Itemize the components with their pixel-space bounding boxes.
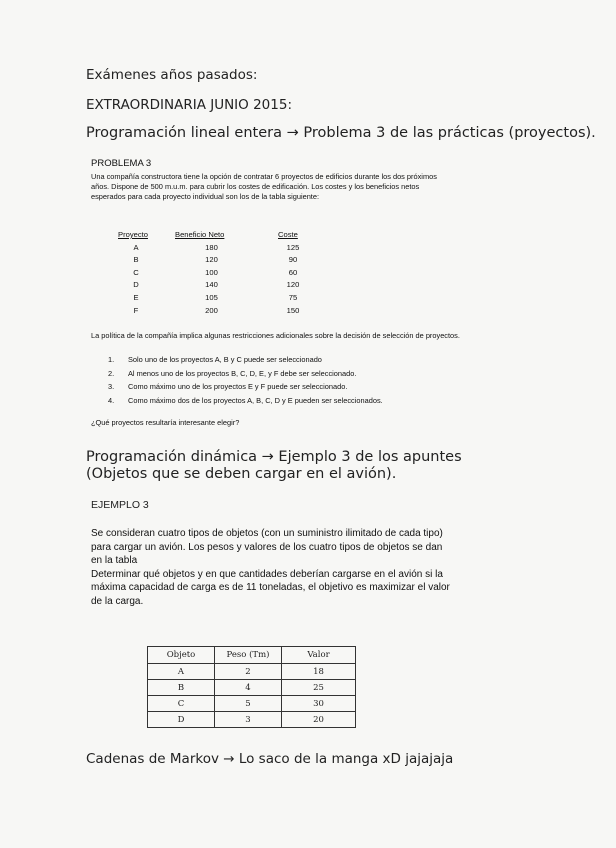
example3-paragraph-2: Determinar qué objetos y en que cantidades deberían cargarse en el avión si la máxima capacidad de carga es de 11 toneladas, el objetivo es maximizar el valor de la carga. bbox=[91, 568, 450, 607]
object-value: 25 bbox=[282, 680, 356, 696]
example3-title: EJEMPLO 3 bbox=[91, 499, 149, 511]
projects-header-cost: Coste bbox=[278, 230, 298, 239]
projects-cell-benefit: 100 bbox=[205, 267, 218, 277]
object-value: 20 bbox=[282, 712, 356, 728]
objects-header-weight: Peso (Tm) bbox=[215, 647, 282, 664]
projects-cell-project: D bbox=[133, 280, 139, 290]
dynamic-programming-heading: Programación dinámica → Ejemplo 3 de los apuntes (Objetos que se deben cargar en el avión). bbox=[86, 449, 462, 482]
projects-cell-benefit: 105 bbox=[205, 292, 218, 302]
objects-header-row bbox=[148, 647, 356, 664]
example3-paragraph-1: Se consideran cuatro tipos de objetos (con un suministro ilimitado de cada tipo) para cargar un avión. Los pesos y valores de los cuatro tipos de objetos se dan en la tabla bbox=[91, 528, 443, 567]
restriction-number: 2. bbox=[108, 368, 115, 378]
projects-cell-cost: 125 bbox=[286, 242, 300, 252]
projects-col-benefit bbox=[175, 229, 248, 317]
table-row bbox=[148, 664, 356, 680]
object-weight: 2 bbox=[215, 664, 282, 680]
projects-cell-project: F bbox=[133, 305, 139, 315]
projects-cell-benefit: 200 bbox=[205, 305, 218, 315]
object-value: 30 bbox=[282, 696, 356, 712]
object-name: B bbox=[148, 680, 215, 696]
projects-cell-cost: 120 bbox=[286, 280, 300, 290]
list-item bbox=[108, 353, 383, 367]
projects-cell-cost: 90 bbox=[288, 255, 298, 265]
restriction-text: Al menos uno de los proyectos B, C, D, E, y F debe ser seleccionado. bbox=[128, 368, 357, 378]
object-name: A bbox=[148, 664, 215, 680]
projects-cell-project: B bbox=[133, 255, 139, 265]
problem3-intro: Una compañía constructora tiene la opción de contratar 6 proyectos de edificios durante los dos próximos años. Dispone de 500 m.u.m. para cubrir los costes de edificación. Los costes y los beneficios netos esperados para cada proyecto individual son los de la tabla siguiente: bbox=[91, 172, 437, 202]
object-weight: 3 bbox=[215, 712, 282, 728]
restriction-text: Como máximo uno de los proyectos E y F puede ser seleccionado. bbox=[128, 382, 348, 392]
object-weight: 5 bbox=[215, 696, 282, 712]
projects-cell-benefit: 140 bbox=[205, 280, 218, 290]
projects-cell-benefit: 180 bbox=[205, 242, 218, 252]
list-item bbox=[108, 380, 383, 394]
projects-cell-project: E bbox=[133, 292, 139, 302]
restriction-number: 4. bbox=[108, 395, 115, 405]
restriction-text: Solo uno de los proyectos A, B y C puede ser seleccionado bbox=[128, 355, 322, 364]
question-text: ¿Qué proyectos resultaría interesante elegir? bbox=[91, 418, 240, 427]
projects-col-project bbox=[118, 229, 154, 317]
restriction-text: Como máximo dos de los proyectos A, B, C, D y E pueden ser seleccionados. bbox=[128, 395, 383, 405]
restrictions-list bbox=[108, 353, 383, 407]
past-exams-heading: Exámenes años pasados: bbox=[86, 67, 258, 83]
object-name: C bbox=[148, 696, 215, 712]
projects-header-project: Proyecto bbox=[118, 230, 148, 239]
example3-body bbox=[91, 527, 451, 609]
table-row bbox=[148, 712, 356, 728]
objects-header-value: Valor bbox=[282, 647, 356, 664]
object-value: 18 bbox=[282, 664, 356, 680]
policy-text: La política de la compañía implica algunas restricciones adicionales sobre la decisión de selección de proyectos. bbox=[91, 331, 460, 340]
list-item bbox=[108, 394, 383, 408]
list-item bbox=[108, 367, 383, 381]
table-row bbox=[148, 696, 356, 712]
projects-cell-project: C bbox=[133, 267, 139, 277]
projects-header-benefit: Beneficio Neto bbox=[175, 230, 225, 239]
table-row bbox=[148, 680, 356, 696]
projects-col-cost bbox=[278, 229, 308, 317]
projects-cell-cost: 60 bbox=[288, 267, 298, 277]
projects-cell-cost: 150 bbox=[286, 305, 300, 315]
restriction-number: 1. bbox=[108, 355, 115, 364]
object-weight: 4 bbox=[215, 680, 282, 696]
projects-cell-project: A bbox=[133, 242, 139, 252]
problem3-title: PROBLEMA 3 bbox=[91, 158, 152, 169]
projects-cell-benefit: 120 bbox=[205, 255, 218, 265]
object-name: D bbox=[148, 712, 215, 728]
projects-cell-cost: 75 bbox=[288, 292, 298, 302]
objects-table bbox=[147, 646, 356, 728]
restriction-number: 3. bbox=[108, 382, 115, 392]
session-heading: EXTRAORDINARIA JUNIO 2015: bbox=[86, 97, 292, 113]
objects-header-object: Objeto bbox=[148, 647, 215, 664]
markov-heading: Cadenas de Markov → Lo saco de la manga xD jajajaja bbox=[86, 751, 454, 767]
linear-programming-heading: Programación lineal entera → Problema 3 de las prácticas (proyectos). bbox=[86, 125, 596, 141]
